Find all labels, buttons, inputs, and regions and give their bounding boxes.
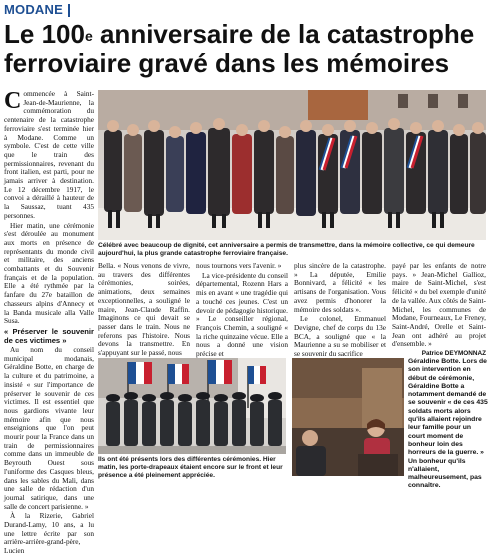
flag-bearers-photo [98, 358, 286, 454]
paragraph: Bella. « Nous venons de vivre, au travers des différentes cérémonies, soirées, animations, deux semaines exceptionnelles, a souligné le maire, Jean-Claude Raffin. Imaginons ce qui devait se passer dans le train. Nous ne referons pas l'histoire. Nous devons la transmettre. En s'appuyant sur le passé, nous [98, 261, 190, 358]
article-column-1 [4, 88, 94, 556]
photographer-credit: Patrice DEYMONNAZ [421, 350, 486, 358]
paragraph: plus sincère de la catastrophe. » La députée, Emilie Bonnivard, a félicité « les artisans de l'organisation. Vous avez permis d'honorer la mémoire des soldats ». [294, 261, 386, 314]
main-photo-caption: Célébré avec beaucoup de dignité, cet anniversaire a permis de transmettre, dans la mémoire collective, ce qui demeure aujourd'hui, la plus grande catastrophe ferroviaire française. [98, 242, 475, 257]
ceremony-photo-image [98, 90, 486, 240]
article-column-5 [392, 262, 486, 358]
rubric-divider [68, 4, 70, 17]
paragraph: Au nom du conseil municipal modanais, Géraldine Botte, en charge de la culture et du patrimoine, a insisté « sur l'importance de préserver le souvenir de ces victimes. Il est essentiel que nous gardions vivante leur mémoire afin que nous enseignions que l'on peut mourir pour la France dans un train de permissionnaires comme dans un immeuble de Beyrouth Ouest sous l'uniforme des Casques bleus, dans les sables du Mali, dans une salle de rédaction d'un journal satirique, dans une salle de concert parisienne. » [4, 344, 94, 511]
article-headline [4, 20, 486, 78]
article-column-4 [294, 262, 386, 358]
paragraph-text: ommencée à Saint-Jean-de-Maurienne, la commémoration du centenaire de la catastrophe ferroviaire s'est terminée hier à Modane. Comme un symbole. C'est de cette ville que le train des permissionnaires, revenant du front italien, est parti, pour ne jamais arriver à destination. Le 12 décembre 1917, le convoi a déraillé à hauteur de la Saussaz, tuant 435 personnes. [4, 89, 94, 220]
paragraph: payé par les enfants de notre pays. » Jean-Michel Gallioz, maire de Saint-Michel, s'est félicité « du bel exemple d'unité de la vallée. Aux côtés de Saint-Michel, les communes de Modane, Fourneaux, Le Freney, Saint-André, Orelle et Saint-Jean ont adhéré au projet d'ensemble. » [392, 261, 486, 349]
speaker-photo-image [292, 358, 404, 476]
lead-paragraph [4, 90, 94, 221]
paragraph: Hier matin, une cérémonie s'est déroulée au monument aux morts en présence de représentants du monde civil et militaire, des anciens combattants et du Souvenir français et de la population. Elle a été rythmée par la fanfare du 27e bataillon de chasseurs alpins d'Annecy et la Banda musicale alla Valle Susa. [4, 220, 94, 326]
flag-bearers-photo-image [98, 358, 286, 454]
section-rubric: MODANE [4, 2, 63, 17]
paragraph: Le colonel, Emmanuel Devigne, chef de corps du 13e BCA, a souligné que « la Maurienne a su se mobiliser et se souvenir du sacrifice [294, 314, 386, 359]
paragraph: nous tournons vers l'avenir. » [196, 261, 282, 270]
drop-cap: C [4, 88, 22, 114]
article-column-3 [196, 262, 288, 358]
headline-part2: anniversaire de la catastrophe [92, 19, 475, 49]
paragraph: La vice-présidente du conseil départemental, Rozenn Hars a mis en avant « une tragédie qui a touché ces jeunes. C'est un devoir de pédagogie historique. » Le conseiller régional, François Chemin, a souligné « la riche quinzaine vécue. Elle a nous a donné une vision précise et [196, 270, 288, 359]
headline-part1: Le 100 [4, 19, 85, 49]
subheading: « Préserver le souvenir de ces victimes » [4, 326, 94, 345]
flag-bearers-caption: Ils ont été présents lors des différentes cérémonies. Hier matin, les porte-drapeaux étaient encore sur le front et leur présence a été pleinement appréciée. [98, 456, 283, 479]
speaker-caption: Géraldine Botte. Lors de son intervention en début de cérémonie, Géraldine Botte a notamment demandé de se souvenir « de ces 435 soldats morts alors qu'ils allaient rejoindre leur famille pour un court moment de bonheur loin des horreurs de la guerre. » Un bonheur qu'ils n'allaient, malheureusement, pas connaître. [408, 358, 488, 490]
main-photo-ceremony [98, 90, 486, 240]
headline-superscript: e [84, 28, 93, 44]
headline-line2: ferroviaire gravé dans les mémoires [4, 48, 450, 78]
article-column-2 [98, 262, 190, 358]
paragraph: À la Rizerie, Gabriel Durand-Lamy, 10 ans, a lu une lettre écrite par son arrière-arrière-grand-père, Lucien [4, 511, 94, 556]
speaker-photo [292, 358, 404, 476]
